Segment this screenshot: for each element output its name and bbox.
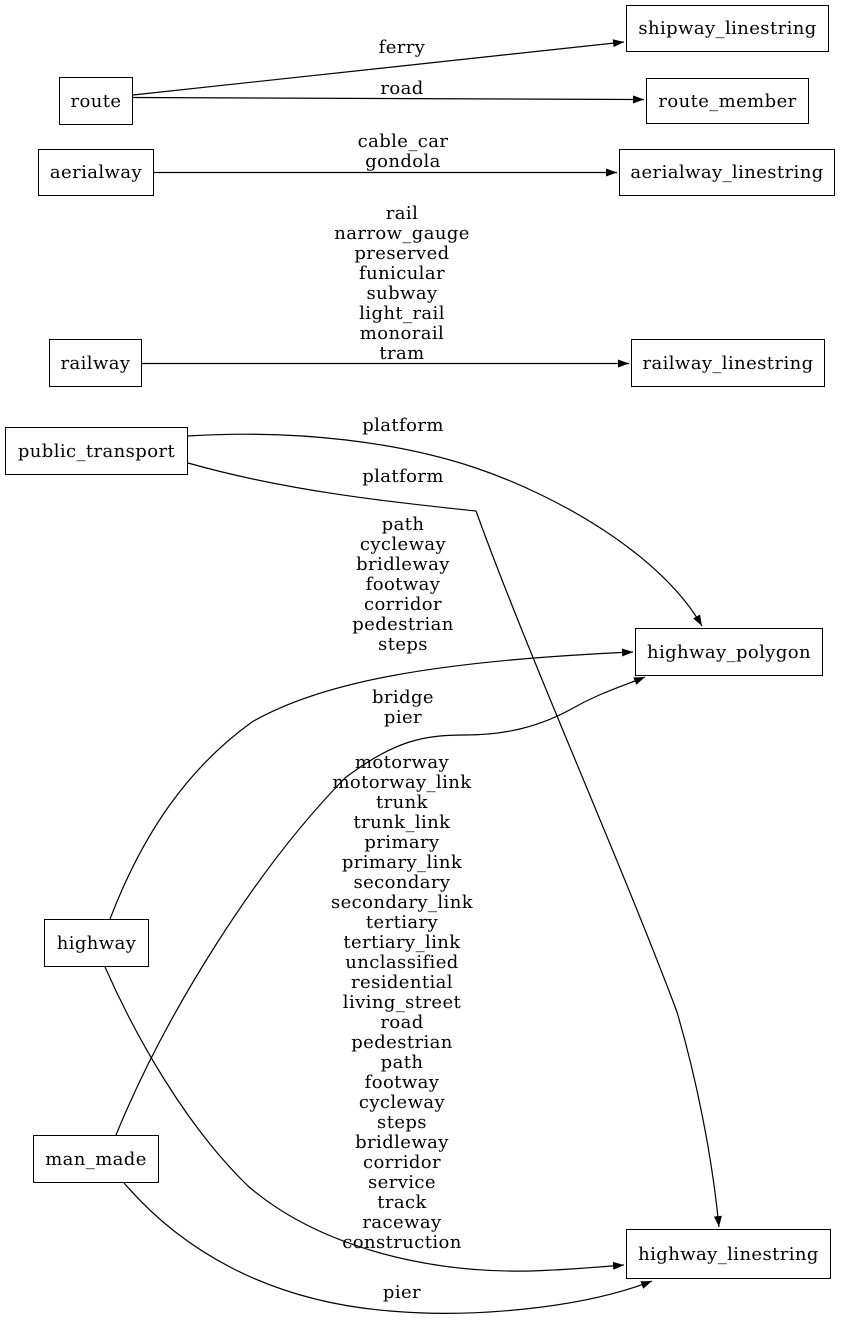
node-public_transport: public_transport bbox=[5, 427, 188, 475]
node-route: route bbox=[59, 77, 133, 125]
edge-label-highway-linestring-values: motorway motorway_link trunk trunk_link primary primary_link secondary secondary_link tertiary tertiary_link unclassified residential living_street road pedestrian path footway cycleway steps bridleway corridor service track raceway construction bbox=[330, 752, 474, 1253]
node-shipway_linestring: shipway_linestring bbox=[626, 5, 829, 52]
edge-label-railway-values: rail narrow_gauge preserved funicular subway light_rail monorail tram bbox=[334, 203, 470, 364]
node-aerialway: aerialway bbox=[38, 149, 154, 196]
node-man_made: man_made bbox=[33, 1135, 159, 1183]
edge-label-cable_car-gondola: cable_car gondola bbox=[357, 131, 449, 172]
node-route_member: route_member bbox=[646, 78, 809, 124]
node-highway_polygon: highway_polygon bbox=[635, 628, 823, 676]
node-highway: highway bbox=[44, 919, 149, 967]
node-railway_linestring: railway_linestring bbox=[631, 339, 825, 387]
edge-label-platform-linestring: platform bbox=[362, 466, 444, 487]
edge-label-highway-polygon-values: path cycleway bridleway footway corridor pedestrian steps bbox=[352, 514, 454, 655]
edge-label-pier: pier bbox=[382, 1282, 422, 1303]
node-aerialway_linestring: aerialway_linestring bbox=[619, 149, 835, 196]
edge-label-ferry: ferry bbox=[378, 37, 426, 58]
edge-label-platform-polygon: platform bbox=[362, 415, 444, 436]
node-railway: railway bbox=[49, 339, 142, 387]
node-highway_linestring: highway_linestring bbox=[626, 1229, 831, 1279]
edge-label-road: road bbox=[380, 78, 424, 99]
edge-label-bridge-pier: bridge pier bbox=[372, 687, 434, 728]
